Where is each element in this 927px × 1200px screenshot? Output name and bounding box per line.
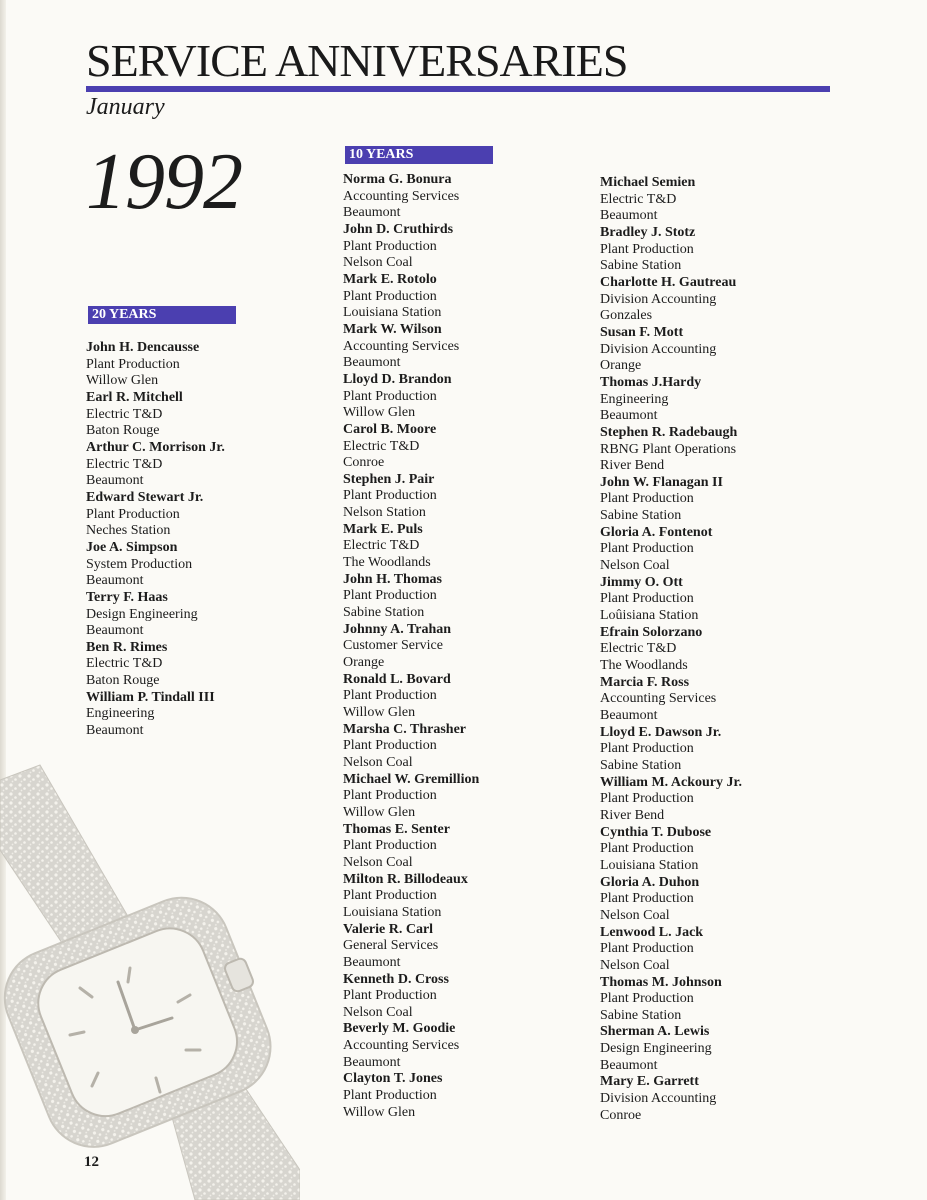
employee-name: John H. Thomas xyxy=(343,571,442,587)
employee-location: Baton Rouge xyxy=(86,673,160,689)
list-item xyxy=(600,275,840,325)
employee-location: Beaumont xyxy=(343,1054,401,1070)
employee-location: Nelson Coal xyxy=(343,854,413,870)
employee-name: Lloyd D. Brandon xyxy=(343,371,452,387)
employee-name: Michael W. Gremillion xyxy=(343,771,480,787)
employee-name: Ronald L. Bovard xyxy=(343,671,451,687)
list-item xyxy=(600,675,840,725)
ten-years-badge: 10 YEARS xyxy=(345,146,493,164)
list-item xyxy=(343,872,573,922)
employee-department: Accounting Services xyxy=(600,691,717,707)
employee-location: Conroe xyxy=(343,455,385,471)
employee-department: Plant Production xyxy=(343,788,437,804)
employee-department: Division Accounting xyxy=(600,1091,717,1107)
list-item xyxy=(600,1074,840,1124)
employee-department: Plant Production xyxy=(343,888,437,904)
employee-name: John W. Flanagan II xyxy=(600,474,723,490)
list-item xyxy=(86,340,316,390)
employee-location: Willow Glen xyxy=(343,705,416,720)
list-item xyxy=(600,425,840,475)
employee-location: Nelson Coal xyxy=(600,558,670,574)
employee-department: Plant Production xyxy=(600,991,694,1007)
employee-name: Thomas E. Senter xyxy=(343,821,450,837)
employee-department: Plant Production xyxy=(600,241,694,257)
list-item xyxy=(600,625,840,675)
employee-department: Plant Production xyxy=(600,791,694,807)
employee-department: Plant Production xyxy=(343,838,437,854)
employee-name: Charlotte H. Gautreau xyxy=(600,274,737,290)
employee-name: Earl R. Mitchell xyxy=(86,389,183,405)
employee-department: Customer Service xyxy=(343,638,443,654)
employee-location: Nelson Station xyxy=(343,505,426,521)
employee-department: Plant Production xyxy=(343,688,437,704)
employee-location: Nelson Coal xyxy=(600,907,670,923)
employee-name: Thomas J.Hardy xyxy=(600,374,702,390)
employee-name: Mark W. Wilson xyxy=(343,321,442,337)
employee-name: Mark E. Rotolo xyxy=(343,271,437,287)
employee-name: Lloyd E. Dawson Jr. xyxy=(600,724,722,740)
employee-location: Willow Glen xyxy=(343,1104,416,1120)
employee-location: Beaumont xyxy=(86,573,144,589)
employee-department: Electric T&D xyxy=(86,456,163,472)
employee-location: Orange xyxy=(343,655,385,671)
employee-location: Nelson Coal xyxy=(600,957,670,973)
employee-location: Nelson Coal xyxy=(343,255,413,271)
employee-location: Beaumont xyxy=(343,355,401,371)
employee-location: Sabine Station xyxy=(600,1007,682,1023)
employee-department: Plant Production xyxy=(343,1088,437,1104)
list-item xyxy=(343,1071,573,1121)
employee-location: Sabine Station xyxy=(600,508,682,524)
list-item xyxy=(343,722,573,772)
employee-name: John H. Dencausse xyxy=(86,340,200,355)
list-item xyxy=(86,590,316,640)
employee-location: Beaumont xyxy=(600,408,658,424)
year-label: 1992 xyxy=(86,138,242,226)
employee-location: Beaumont xyxy=(600,1057,658,1073)
employee-name: Carol B. Moore xyxy=(343,421,437,437)
employee-location: The Woodlands xyxy=(343,555,431,571)
employee-department: Plant Production xyxy=(343,988,437,1004)
ten-years-list-b xyxy=(600,175,840,1124)
title-rule xyxy=(86,86,830,92)
employee-location: Conroe xyxy=(600,1107,642,1123)
list-item xyxy=(343,222,573,272)
list-item xyxy=(86,390,316,440)
employee-department: Electric T&D xyxy=(343,438,420,454)
list-item xyxy=(600,375,840,425)
employee-location: Nelson Coal xyxy=(343,1004,413,1020)
employee-name: Marcia F. Ross xyxy=(600,674,690,690)
employee-department: Electric T&D xyxy=(600,191,677,207)
employee-department: Design Engineering xyxy=(86,606,198,622)
employee-location: River Bend xyxy=(600,458,665,474)
employee-name: Edward Stewart Jr. xyxy=(86,489,204,505)
list-item xyxy=(343,572,573,622)
employee-department: Accounting Services xyxy=(343,188,460,204)
employee-name: William M. Ackoury Jr. xyxy=(600,774,742,790)
list-item xyxy=(600,575,840,625)
list-item xyxy=(600,525,840,575)
list-item xyxy=(600,775,840,825)
employee-name: John D. Cruthirds xyxy=(343,221,454,237)
employee-location: Sabine Station xyxy=(343,605,425,621)
employee-location: Beaumont xyxy=(600,208,658,224)
list-item xyxy=(343,822,573,872)
employee-location: Beaumont xyxy=(86,723,144,739)
employee-location: Nelson Coal xyxy=(343,754,413,770)
twenty-years-list xyxy=(86,340,316,740)
employee-name: Terry F. Haas xyxy=(86,589,168,605)
employee-location: Sabine Station xyxy=(600,757,682,773)
page-number: 12 xyxy=(84,1154,99,1170)
employee-location: Beaumont xyxy=(86,623,144,639)
employee-location: Louisiana Station xyxy=(343,904,442,920)
employee-name: Joe A. Simpson xyxy=(86,539,178,555)
page-title: SERVICE ANNIVERSARIES xyxy=(86,35,628,86)
employee-location: River Bend xyxy=(600,807,665,823)
employee-department: Plant Production xyxy=(343,738,437,754)
employee-location: Neches Station xyxy=(86,523,171,539)
list-item xyxy=(343,972,573,1022)
employee-location: The Woodlands xyxy=(600,658,688,674)
employee-location: Beaumont xyxy=(600,708,658,723)
employee-department: Electric T&D xyxy=(600,641,677,657)
employee-department: Electric T&D xyxy=(343,538,420,554)
employee-department: Plant Production xyxy=(343,588,437,604)
list-item xyxy=(86,540,316,590)
employee-location: Orange xyxy=(600,358,642,374)
employee-name: Valerie R. Carl xyxy=(343,921,434,937)
employee-department: Plant Production xyxy=(343,388,437,404)
list-item xyxy=(600,925,840,975)
employee-location: Louisiana Station xyxy=(600,857,699,873)
employee-department: Division Accounting xyxy=(600,291,717,307)
employee-name: Gloria A. Fontenot xyxy=(600,524,713,540)
employee-department: System Production xyxy=(86,556,193,572)
ten-years-list-a xyxy=(343,172,573,1121)
list-item xyxy=(600,1024,840,1074)
employee-location: Sabine Station xyxy=(600,258,682,274)
employee-name: Stephen R. Radebaugh xyxy=(600,424,738,440)
employee-location: Beaumont xyxy=(343,954,401,970)
employee-name: Johnny A. Trahan xyxy=(343,621,452,637)
employee-location: Willow Glen xyxy=(86,373,159,389)
employee-name: Stephen J. Pair xyxy=(343,471,435,487)
list-item xyxy=(86,440,316,490)
employee-name: Milton R. Billodeaux xyxy=(343,871,468,887)
employee-department: Electric T&D xyxy=(86,406,163,422)
list-item xyxy=(343,272,573,322)
employee-name: Thomas M. Johnson xyxy=(600,974,722,990)
list-item xyxy=(343,172,573,222)
list-item xyxy=(343,772,573,822)
employee-department: Plant Production xyxy=(600,491,694,507)
employee-department: Accounting Services xyxy=(343,338,460,354)
employee-department: Division Accounting xyxy=(600,341,717,357)
employee-department: Plant Production xyxy=(343,488,437,504)
employee-location: Beaumont xyxy=(86,473,144,489)
employee-name: Sherman A. Lewis xyxy=(600,1024,710,1040)
list-item xyxy=(343,922,573,972)
employee-name: Mary E. Garrett xyxy=(600,1074,699,1090)
list-item xyxy=(343,422,573,472)
employee-name: Lenwood L. Jack xyxy=(600,924,704,940)
list-item xyxy=(343,1021,573,1071)
employee-name: Mark E. Puls xyxy=(343,521,423,537)
employee-department: Plant Production xyxy=(600,941,694,957)
employee-department: Plant Production xyxy=(343,288,437,304)
employee-name: Arthur C. Morrison Jr. xyxy=(86,439,225,455)
wristwatch-icon xyxy=(0,720,300,1200)
employee-location: Willow Glen xyxy=(343,804,416,820)
employee-name: Beverly M. Goodie xyxy=(343,1021,456,1037)
list-item xyxy=(600,475,840,525)
employee-department: Plant Production xyxy=(343,238,437,254)
list-item xyxy=(86,690,316,740)
employee-name: Norma G. Bonura xyxy=(343,172,452,187)
list-item xyxy=(343,372,573,422)
employee-department: Plant Production xyxy=(600,541,694,557)
employee-location: Louisiana Station xyxy=(343,305,442,321)
employee-name: Bradley J. Stotz xyxy=(600,224,696,240)
employee-name: William P. Tindall III xyxy=(86,689,215,705)
list-item xyxy=(343,472,573,522)
employee-location: Gonzales xyxy=(600,308,653,324)
list-item xyxy=(600,225,840,275)
list-item xyxy=(600,825,840,875)
employee-location: Loûisiana Station xyxy=(600,608,699,624)
list-item xyxy=(86,490,316,540)
employee-name: Cynthia T. Dubose xyxy=(600,824,712,840)
list-item xyxy=(86,640,316,690)
employee-location: Willow Glen xyxy=(343,405,416,421)
employee-name: Gloria A. Duhon xyxy=(600,874,700,890)
employee-department: RBNG Plant Operations xyxy=(600,441,737,457)
employee-department: Engineering xyxy=(86,706,155,722)
employee-department: Plant Production xyxy=(600,841,694,857)
employee-name: Kenneth D. Cross xyxy=(343,971,449,987)
employee-department: Engineering xyxy=(600,391,669,407)
month-label: January xyxy=(86,94,165,120)
list-item xyxy=(343,522,573,572)
employee-department: Plant Production xyxy=(600,591,694,607)
employee-department: Plant Production xyxy=(600,891,694,907)
employee-name: Efrain Solorzano xyxy=(600,624,703,640)
employee-name: Marsha C. Thrasher xyxy=(343,721,467,737)
employee-name: Susan F. Mott xyxy=(600,324,684,340)
employee-location: Beaumont xyxy=(343,205,401,221)
list-item xyxy=(600,875,840,925)
twenty-years-badge: 20 YEARS xyxy=(88,306,236,324)
employee-name: Michael Semien xyxy=(600,175,696,190)
list-item xyxy=(600,175,840,225)
list-item xyxy=(600,725,840,775)
employee-department: Design Engineering xyxy=(600,1041,712,1057)
list-item xyxy=(343,672,573,722)
employee-department: Plant Production xyxy=(600,741,694,757)
employee-department: General Services xyxy=(343,938,439,954)
list-item xyxy=(600,325,840,375)
list-item xyxy=(600,975,840,1025)
employee-name: Ben R. Rimes xyxy=(86,639,168,655)
employee-department: Accounting Services xyxy=(343,1038,460,1054)
employee-location: Baton Rouge xyxy=(86,423,160,439)
list-item xyxy=(343,622,573,672)
employee-department: Plant Production xyxy=(86,506,180,522)
employee-name: Clayton T. Jones xyxy=(343,1071,443,1087)
employee-name: Jimmy O. Ott xyxy=(600,574,683,590)
employee-department: Electric T&D xyxy=(86,656,163,672)
employee-department: Plant Production xyxy=(86,356,180,372)
list-item xyxy=(343,322,573,372)
